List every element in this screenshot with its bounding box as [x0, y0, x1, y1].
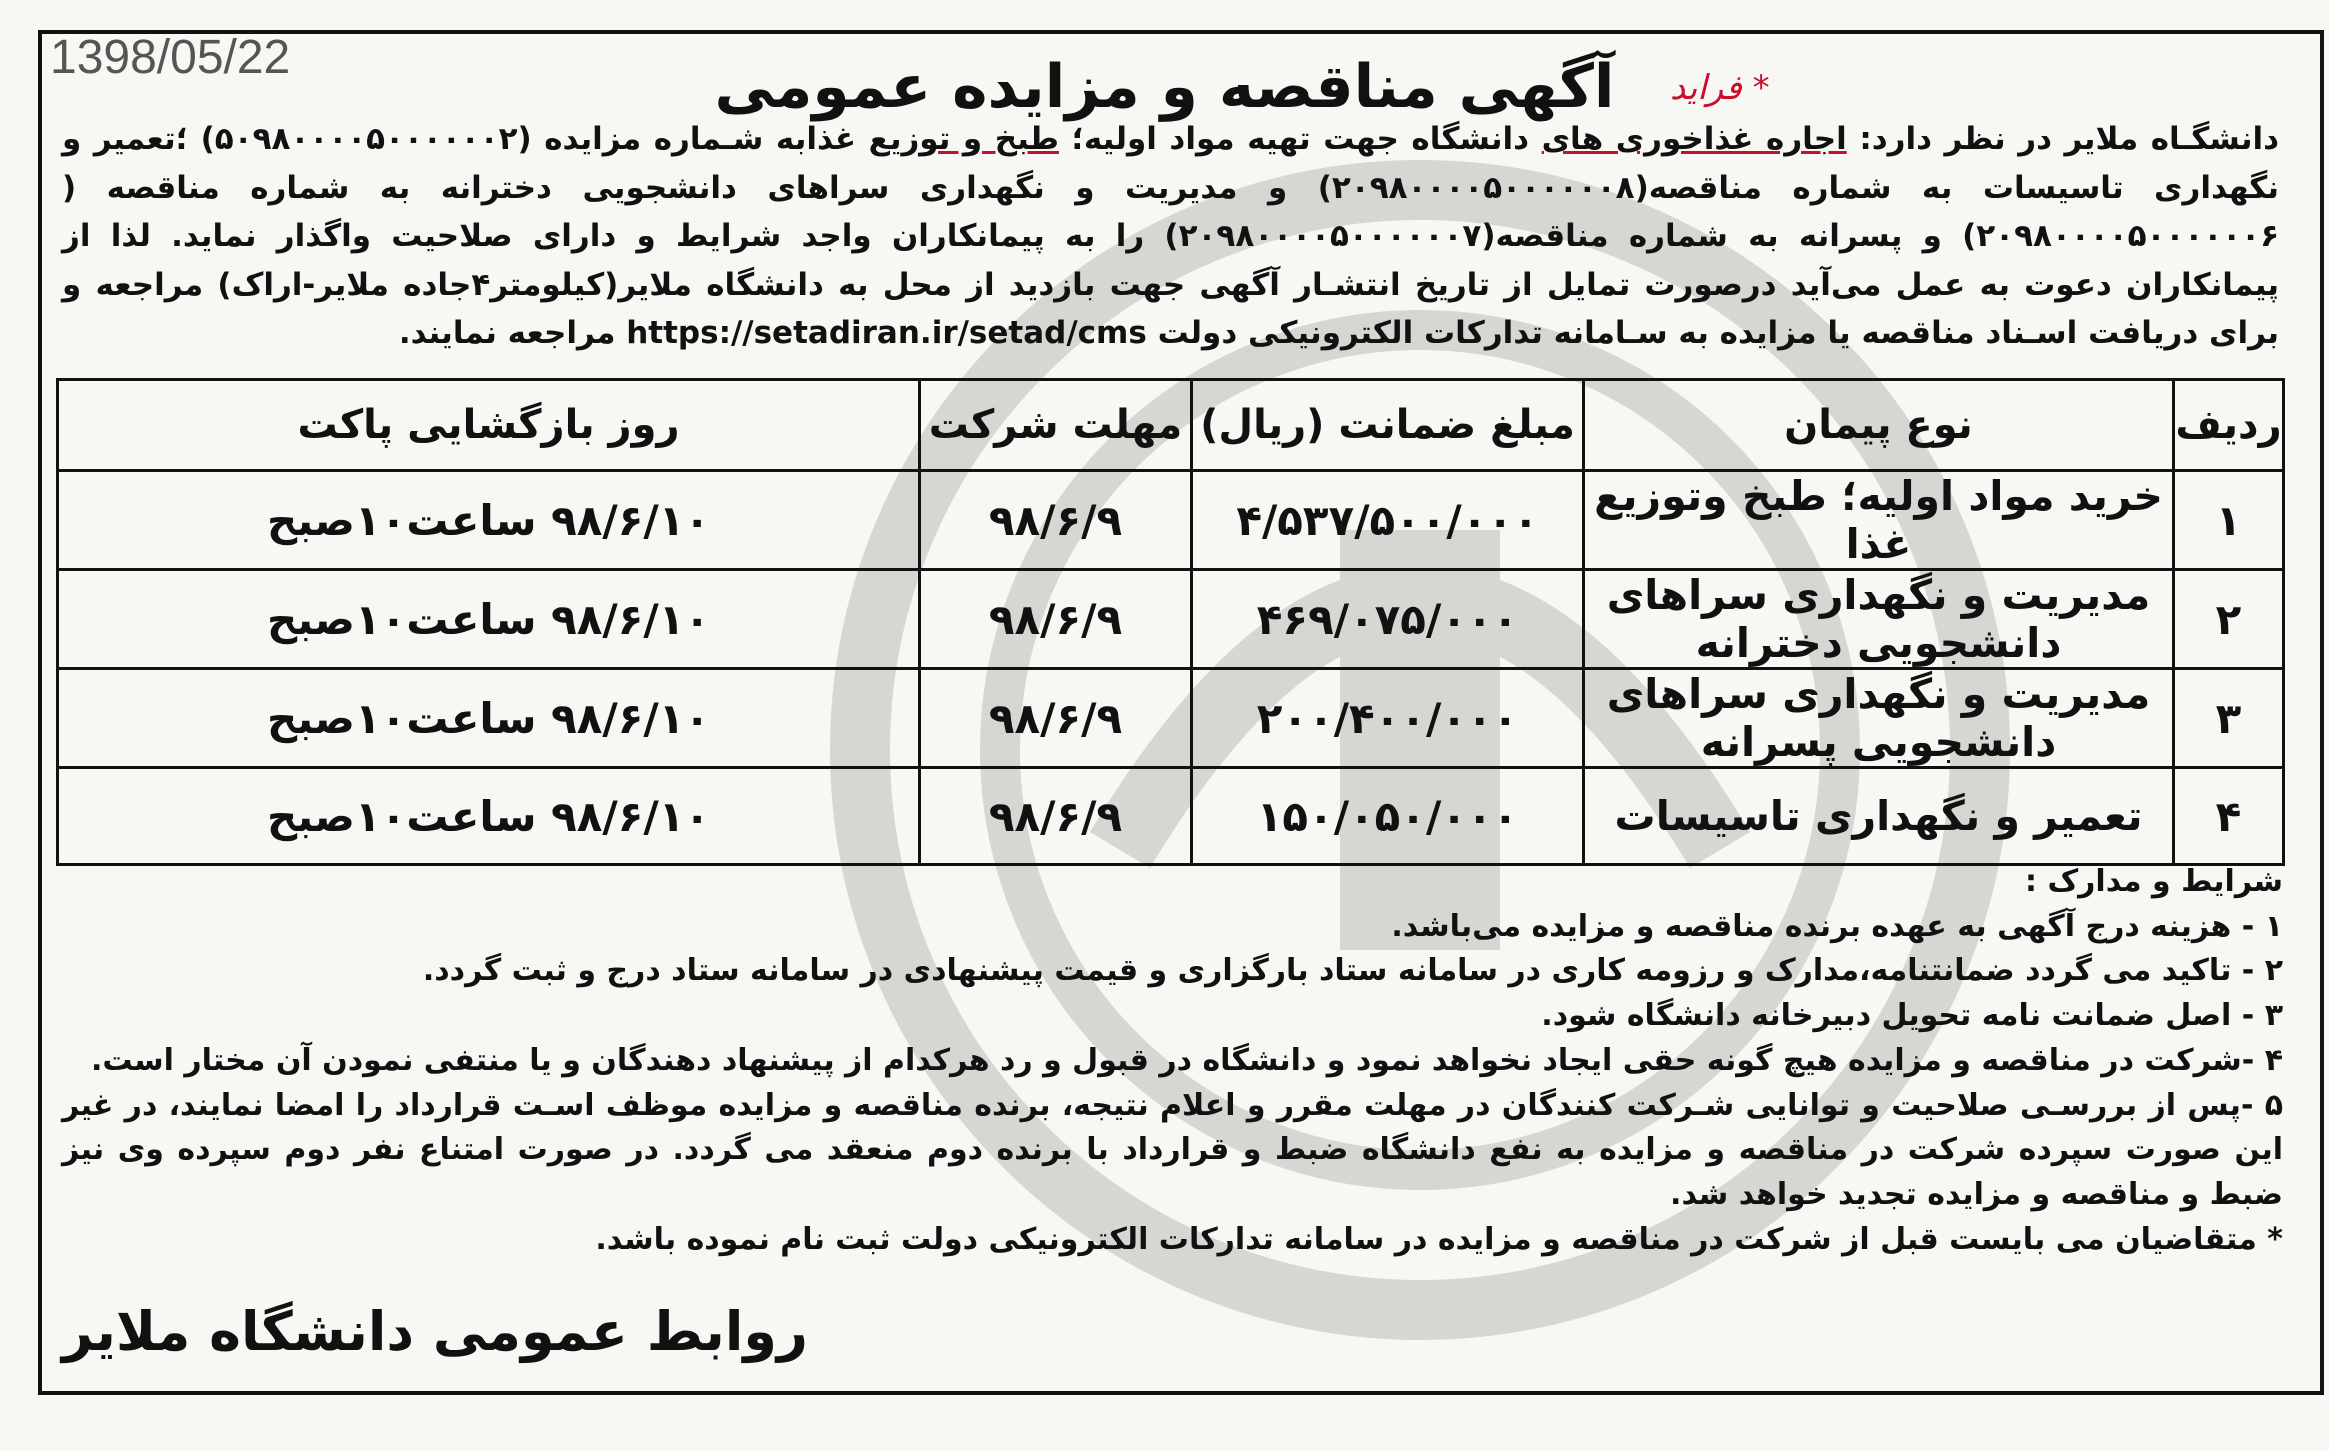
- cell-deadline: ۹۸/۶/۹: [920, 471, 1192, 570]
- table-row: [58, 669, 2284, 768]
- table-row: [58, 768, 2284, 865]
- header-row-number: ردیف: [2174, 380, 2284, 471]
- cell-guarantee-amount: ۱۵۰/۰۵۰/۰۰۰: [1192, 768, 1584, 865]
- notice-title: آگهی مناقصه و مزایده عمومی: [714, 52, 1615, 122]
- condition-item: ۱ - هزینه درج آگهی به عهده برنده مناقصه و مزایده می‌باشد.: [1391, 908, 2283, 944]
- table-row: [58, 570, 2284, 669]
- cell-contract-type: تعمیر و نگهداری تاسیسات: [1584, 768, 2174, 865]
- cell-deadline: ۹۸/۶/۹: [920, 768, 1192, 865]
- cell-opening-day: ۹۸/۶/۱۰ ساعت۱۰صبح: [58, 471, 920, 570]
- cell-guarantee-amount: ۲۰۰/۴۰۰/۰۰۰: [1192, 669, 1584, 768]
- cell-opening-day: ۹۸/۶/۱۰ ساعت۱۰صبح: [58, 669, 920, 768]
- table-header-row: [58, 380, 2284, 471]
- condition-item: ۵ -پس از بررسـی صلاحیت و توانایی شـرکت کنندگان در مهلت مقرر و اعلام نتیجه، برنده مناقصه و مزایده موظف اسـت قرارداد را امضا نمایند، در غیر این صورت سپرده شرکت در مناقصه و مزایده به نفع دانشگاه ضبط و قرارداد با برنده دوم منعقد می گردد. در صورت امتناع نفر دوم سپرده وی نیز ضبط و مناقصه و مزایده تجدید خواهد شد.: [62, 1087, 2283, 1212]
- conditions-heading: شرایط و مدارک :: [2025, 864, 2283, 899]
- cell-row-number: ۱: [2174, 471, 2284, 570]
- intro-text-2: دانشگاه جهت تهیه مواد اولیه؛: [1058, 121, 1542, 157]
- intro-text-3: غذابه شـماره مزایده (۵۰۹۸۰۰۰۰۵۰۰۰۰۰۰۲) ؛تعمیر و نگهداری تاسیسات به شماره مناقصه(۲۰۹۸۰۰۰۰۵۰۰۰۰۰۰۸) و مدیریت و نگهداری سراهای دانشجویی دخترانه به شماره مناقصه ( ۲۰۹۸۰۰۰۰۵۰۰۰۰۰۰۶) و پسرانه به شماره مناقصه(۲۰۹۸۰۰۰۰۵۰۰۰۰۰۰۷) را به پیمانکاران واجد شرایط و دارای صلاحیت واگذار نماید. لذا از پیمانکاران دعوت به عمل می‌آید درصورت تمایل از تاریخ انتشـار آگهی جهت بازدید از محل به دانشگاه ملایر(کیلومتر۴جاده ملایر-اراک) مراجعه و برای دریافت اسـناد مناقصه یا مزایده به سـامانه تدارکات الکترونیکی دولت https://setadiran.ir/setad/cms مراجعه نمایند.: [62, 121, 2279, 351]
- intro-underlined-1: اجاره غذاخوری های: [1541, 121, 1847, 157]
- header-guarantee-amount: مبلغ ضمانت (ریال): [1192, 380, 1584, 471]
- conditions-section: [62, 860, 2283, 1262]
- cell-row-number: ۲: [2174, 570, 2284, 669]
- intro-text-1: دانشگـاه ملایر در نظر دارد:: [1846, 121, 2280, 157]
- cell-guarantee-amount: ۴۶۹/۰۷۵/۰۰۰: [1192, 570, 1584, 669]
- intro-paragraph: [62, 115, 2279, 358]
- table-row: [58, 471, 2284, 570]
- cell-row-number: ۳: [2174, 669, 2284, 768]
- header-opening-day: روز بازگشایی پاکت: [58, 380, 920, 471]
- handwritten-annotation: * فراید: [1670, 68, 1770, 108]
- condition-item: ۲ - تاکید می گردد ضمانتنامه،مدارک و رزومه کاری در سامانه ستاد بارگزاری و قیمت پیشنهادی در سامانه ستاد درج و ثبت گردد.: [422, 953, 2283, 989]
- cell-contract-type: خرید مواد اولیه؛ طبخ وتوزیع غذا: [1584, 471, 2174, 570]
- registration-note: * متقاضیان می بایست قبل از شرکت در مناقصه و مزایده در سامانه تدارکات الکترونیکی دولت ثبت نام نموده باشد.: [595, 1221, 2283, 1257]
- signature-public-relations: روابط عمومی دانشگاه ملایر: [62, 1300, 808, 1363]
- cell-row-number: ۴: [2174, 768, 2284, 865]
- header-contract-type: نوع پیمان: [1584, 380, 2174, 471]
- date-stamp: 1398/05/22: [50, 31, 291, 84]
- intro-underlined-2: طبخ و توزیع: [868, 121, 1059, 157]
- cell-opening-day: ۹۸/۶/۱۰ ساعت۱۰صبح: [58, 570, 920, 669]
- header-deadline: مهلت شرکت: [920, 380, 1192, 471]
- condition-item: ۳ - اصل ضمانت نامه تحویل دبیرخانه دانشگاه شود.: [1541, 998, 2283, 1034]
- contracts-table: [56, 378, 2285, 866]
- cell-contract-type: مدیریت و نگهداری سراهای دانشجویی پسرانه: [1584, 669, 2174, 768]
- cell-opening-day: ۹۸/۶/۱۰ ساعت۱۰صبح: [58, 768, 920, 865]
- condition-item: ۴ -شرکت در مناقصه و مزایده هیچ گونه حقی ایجاد نخواهد نمود و دانشگاه در قبول و رد هرکدام از پیشنهاد دهندگان و یا منتفی نمودن آن مختار است.: [91, 1042, 2283, 1078]
- cell-deadline: ۹۸/۶/۹: [920, 570, 1192, 669]
- cell-deadline: ۹۸/۶/۹: [920, 669, 1192, 768]
- cell-contract-type: مدیریت و نگهداری سراهای دانشجویی دخترانه: [1584, 570, 2174, 669]
- cell-guarantee-amount: ۴/۵۳۷/۵۰۰/۰۰۰: [1192, 471, 1584, 570]
